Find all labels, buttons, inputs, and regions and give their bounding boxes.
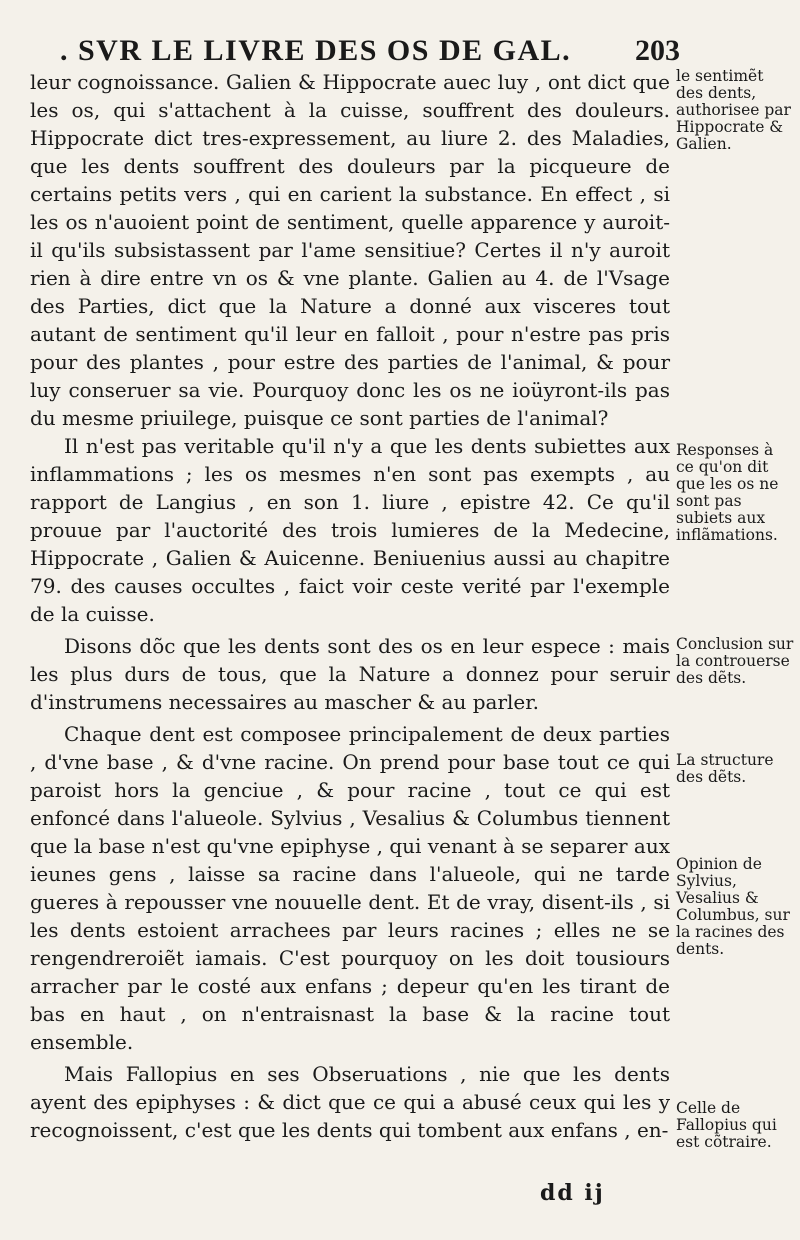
paragraph-2: Il n'est pas veritable qu'il n'y a que les dents subiettes aux inflammations ; les os mesmes n'en sont pas exempts , au rapport de Langius , en son 1. liure , epistre 42. Ce qu'il prouue par l'auctorité des trois lumieres de la Medecine, Hippocrate , Galien & Auicenne. Beniuenius aussi au chapitre 79. des causes occultes , faict voir ceste verité par l'exemple de la cuisse. [30, 434, 670, 626]
margin-note-3: Conclusion sur la controuerse des dẽts. [676, 635, 794, 687]
signature-mark: dd ij [540, 1180, 605, 1206]
page-header [40, 28, 680, 68]
paragraph-4: Chaque dent est composee principalement de deux parties , d'vne base , & d'vne racine. On prend pour base tout ce qui paroist hors la genciue , & pour racine , tout ce qui est enfoncé dans l'alueole. Sylvius , Vesalius & Columbus tiennent que la base n'est qu'vne epiphyse , qui venant à se separer aux ieunes gens , laisse sa racine dans l'alueole, qui ne tarde gueres à repousser vne nouuelle dent. Et de vray, disent-ils , si les dents estoient arrachees par leurs racines ; elles ne se rengendreroiẽt iamais. C'est pourquoy on les doit tousiours arracher par le costé aux enfans ; depeur qu'en les tirant de bas en haut , on n'entraisnast la base & la racine tout ensemble. [30, 722, 670, 1054]
running-head: . SVR LE LIVRE DES OS DE GAL. [60, 34, 572, 67]
margin-note-2: Responses à ce qu'on dit que les os ne sont pas subiets aux inflãmations. [676, 441, 779, 544]
margin-note-5: Opinion de Sylvius, Vesalius & Columbus, sur la racines des dents. [676, 855, 790, 958]
paragraph-5: Mais Fallopius en ses Obseruations , nie que les dents ayent des epiphyses : & dict que ce qui a abusé ceux qui les y recognoissent, c'est que les dents qui tombent aux enfans , en- [30, 1062, 670, 1142]
main-text [30, 68, 670, 1144]
page-number: 203 [635, 34, 680, 67]
paragraph-1: leur cognoissance. Galien & Hippocrate auec luy , ont dict que les os, qui s'attachent à la cuisse, souffrent des douleurs. Hippocrate dict tres-expressement, au liure 2. des Maladies, que les dents souffrent des douleurs par la picqueure de certains petits vers , qui en carient la substance. En effect , si les os n'auoient point de sentiment, quelle apparence y auroit-il qu'ils subsistassent par l'ame sensitiue? Certes il n'y auroit rien à dire entre vn os & vne plante. Galien au 4. de l'Vsage des Parties, dict que la Nature a donné aux visceres tout autant de sentiment qu'il leur en falloit , pour n'estre pas pris pour des plantes , pour estre des parties de l'animal, & pour luy conseruer sa vie. Pourquoy donc les os ne ioüyront-ils pas du mesme priuilege, puisque ce sont parties de l'animal? [30, 70, 670, 430]
margin-note-6: Celle de Fallopius qui est cõtraire. [676, 1099, 777, 1151]
paragraph-3: Disons dõc que les dents sont des os en leur espece : mais les plus durs de tous, que la Nature a donnez pour seruir d'instrumens necessaires au mascher & au parler. [30, 634, 670, 714]
margin-note-4: La structure des dẽts. [676, 751, 774, 786]
margin-note-1: le sentimẽt des dents, authorisee par Hippocrate & Galien. [676, 67, 791, 153]
